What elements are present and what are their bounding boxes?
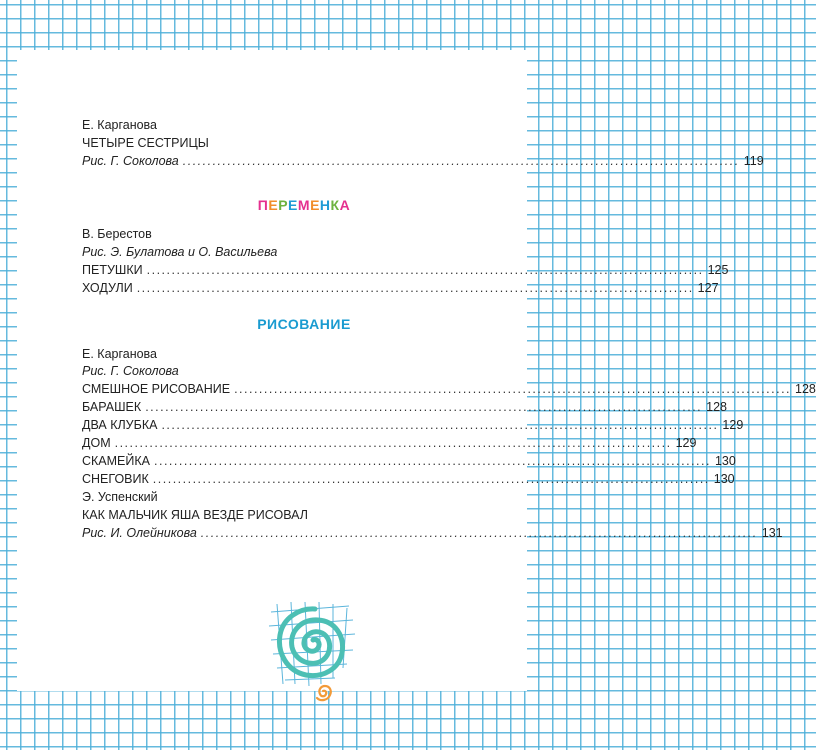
section-title-peremenka bbox=[82, 196, 526, 214]
story-title-yasha: КАК МАЛЬЧИК ЯША ВЕЗДЕ РИСОВАЛ bbox=[82, 508, 308, 522]
entry-title: ПЕТУШКИ bbox=[82, 263, 143, 277]
leader-dots: ................................................................................................................ bbox=[161, 418, 719, 432]
page-number: 129 bbox=[722, 418, 744, 432]
page-number: 130 bbox=[714, 454, 736, 468]
leader-dots: ................................................................................................................ bbox=[200, 526, 758, 540]
toc-entry-four-sisters[interactable] bbox=[82, 153, 764, 169]
entry-title: СНЕГОВИК bbox=[82, 472, 149, 486]
page-number: 129 bbox=[675, 436, 697, 450]
heading-letter: М bbox=[297, 197, 311, 213]
section-title-risovanie: РИСОВАНИЕ bbox=[257, 316, 351, 332]
heading-letter: Н bbox=[319, 197, 331, 213]
entry-title: БАРАШЕК bbox=[82, 400, 142, 414]
leader-dots: ................................................................................................................ bbox=[136, 281, 694, 295]
leader-dots: ................................................................................................................ bbox=[182, 154, 740, 168]
leader-dots: ................................................................................................................ bbox=[154, 454, 711, 468]
leader-dots: ................................................................................................................ bbox=[234, 382, 792, 396]
page-number: 127 bbox=[697, 281, 719, 295]
leader-dots: ................................................................................................................ bbox=[152, 472, 710, 486]
entry-title: СМЕШНОЕ РИСОВАНИЕ bbox=[82, 382, 231, 396]
author-karganova-1: Е. Карганова bbox=[82, 118, 158, 132]
illustrator-sokolov-1: Рис. Г. Соколова bbox=[82, 154, 179, 168]
page-number: 128 bbox=[706, 400, 728, 414]
leader-dots: ................................................................................................................ bbox=[146, 263, 704, 277]
entry-title: ДВА КЛУБКА bbox=[82, 418, 158, 432]
toc-entry[interactable] bbox=[82, 262, 729, 278]
toc-entry[interactable] bbox=[82, 399, 728, 415]
entry-title: ХОДУЛИ bbox=[82, 281, 133, 295]
page-number: 131 bbox=[761, 526, 783, 540]
heading-letter: Е bbox=[268, 197, 279, 213]
section-title-peremenka-text bbox=[258, 197, 350, 213]
entry-title: СКАМЕЙКА bbox=[82, 454, 150, 468]
author-uspensky: Э. Успенский bbox=[82, 490, 158, 504]
spiral-illustration bbox=[263, 598, 363, 708]
heading-letter: К bbox=[330, 197, 340, 213]
illustrator-sokolov-2: Рис. Г. Соколова bbox=[82, 364, 179, 378]
entry-title: ДОМ bbox=[82, 436, 111, 450]
orange-spiral-icon bbox=[317, 686, 331, 700]
illustrator-oleynikov: Рис. И. Олейникова bbox=[82, 526, 197, 540]
toc-entry[interactable] bbox=[82, 417, 744, 433]
heading-letter: П bbox=[257, 197, 269, 213]
leader-dots: ................................................................................................................ bbox=[114, 436, 672, 450]
toc-entry[interactable] bbox=[82, 280, 719, 296]
leader-dots: ................................................................................................................ bbox=[145, 400, 703, 414]
toc-entry[interactable] bbox=[82, 381, 816, 397]
toc-entry[interactable] bbox=[82, 453, 736, 469]
heading-letter: Е bbox=[310, 197, 320, 213]
page-number: 119 bbox=[743, 154, 764, 168]
story-title-four-sisters: ЧЕТЫРЕ СЕСТРИЦЫ bbox=[82, 136, 209, 150]
author-karganova-2: Е. Карганова bbox=[82, 347, 158, 361]
heading-letter: Р bbox=[278, 197, 289, 213]
page-number: 128 bbox=[795, 382, 816, 396]
author-berestov: В. Берестов bbox=[82, 227, 152, 241]
toc-entry-yasha[interactable] bbox=[82, 525, 783, 541]
toc-entry[interactable] bbox=[82, 435, 697, 451]
page-panel bbox=[17, 50, 816, 691]
illustrator-bulatov-vasiliev: Рис. Э. Булатова и О. Васильева bbox=[82, 245, 278, 259]
heading-letter: Е bbox=[288, 197, 298, 213]
toc-entry[interactable] bbox=[82, 471, 735, 487]
heading-letter: А bbox=[339, 197, 351, 213]
page-number: 130 bbox=[713, 472, 735, 486]
page-number: 125 bbox=[707, 263, 729, 277]
